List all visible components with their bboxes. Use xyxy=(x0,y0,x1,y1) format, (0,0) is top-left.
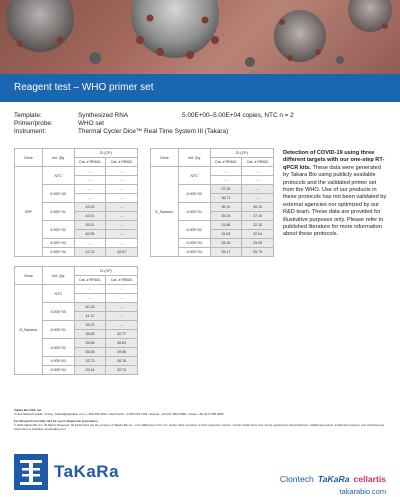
init-qty-header: Init. Qty xyxy=(42,267,74,285)
ct-value-cell: 38.83 xyxy=(106,339,138,348)
footer-contact: United States/Canada: Invoice_Takara@takarabio.com • +800.662.2566 • Asia Pacific: +1.650.919.7300 • Europe: +33.(0)1.3904.6880 • Japan: +81.(0)77.565.6999 xyxy=(14,412,224,416)
ct-value-cell: 39.56 xyxy=(106,348,138,357)
init-qty-cell: 5.00E+02 xyxy=(178,221,210,239)
ct-value-cell: – xyxy=(106,312,138,321)
title-banner xyxy=(0,74,400,102)
ct-value-cell: 40.05 xyxy=(74,230,106,239)
ct-value-cell: 39.23 xyxy=(74,321,106,330)
ct-value-cell: – xyxy=(106,212,138,221)
gene-cell: ORF xyxy=(15,167,43,257)
footer-research-use: For Research Use Only. Not for use in diagnostic procedures. xyxy=(14,419,99,423)
ct-value-cell: – xyxy=(210,167,242,176)
cat2-header: Cat. # RR651 xyxy=(106,276,138,285)
ct-value-cell: – xyxy=(106,221,138,230)
ct-value-cell: – xyxy=(74,294,106,303)
ct-value-cell: – xyxy=(74,239,106,248)
init-qty-header: Init. Qty xyxy=(178,149,210,167)
cat1-header: Cat. # RR601 xyxy=(74,276,106,285)
clontech-brand: Clontech xyxy=(279,474,314,484)
template-extra: 5.00E+00–5.00E+04 copies, NTC n = 2 xyxy=(182,112,294,119)
ct-value-cell: 32.10 xyxy=(242,221,274,230)
ct-header: Ct (CP) xyxy=(74,149,137,158)
ct-value-cell: – xyxy=(106,194,138,203)
ct-value-cell: 28.45 xyxy=(210,239,242,248)
primer-label: Primer/probe: xyxy=(14,120,53,127)
cat1-header: Cat. # RR601 xyxy=(210,158,242,167)
ct-value-cell: 40.25 xyxy=(74,303,106,312)
ct-value-cell: 35.55 xyxy=(74,348,106,357)
table-row xyxy=(151,167,274,176)
init-qty-cell: 5.00E+04 xyxy=(42,248,74,257)
n-sarbeco-table xyxy=(14,266,138,375)
website-link[interactable]: takarabio.com xyxy=(339,487,386,496)
template-row xyxy=(14,112,384,120)
footer-trademark: © 2020 Takara Bio Inc. All Rights Reserved. All trademarks are the property of Takara Bio Inc. or its affiliate(s) in the U.S. and/or other countries or their respective owners. Certain trademarks may not be registered in all jurisdictions. Additional product, intellectual property, and restricted use information is available at takarabio.com. xyxy=(14,423,385,431)
sidebar-body: These data were generated by Takara Bio using publicly available protocols and the validated primer set from the WHO. Use of our products in these protocols has not been validated by external agencies nor optimized by our R&D team. These data are provided for illustrative purposes only. Please refer to published literature for more information about these protocols. xyxy=(283,164,387,238)
init-qty-cell: 5.00E+00 xyxy=(42,185,74,203)
ct-value-cell: – xyxy=(74,167,106,176)
description-sidebar xyxy=(283,150,387,239)
ct-value-cell: – xyxy=(106,167,138,176)
cat1-header: Cat. # RR601 xyxy=(74,158,106,167)
takara-logo xyxy=(14,452,134,492)
init-qty-cell: 5.00E+01 xyxy=(42,321,74,339)
ct-value-cell: – xyxy=(74,185,106,194)
ct-value-cell: 42.51 xyxy=(74,212,106,221)
footer-company: Takara Bio USA, Inc. xyxy=(14,408,43,412)
cat2-header: Cat. # RR651 xyxy=(106,158,138,167)
ct-value-cell: 42.03 xyxy=(74,203,106,212)
ct-value-cell: 32.04 xyxy=(242,230,274,239)
init-qty-cell: 5.00E+00 xyxy=(178,185,210,203)
e-sarbeco-table-body xyxy=(151,167,274,257)
cellartis-brand: cellartis xyxy=(353,474,386,484)
n-sarbeco-table-body xyxy=(15,285,138,375)
init-qty-cell: 5.00E+03 xyxy=(42,357,74,366)
init-qty-cell: 5.00E+01 xyxy=(178,203,210,221)
init-qty-cell: NTC xyxy=(42,167,74,185)
ct-value-cell: 35.34 xyxy=(210,212,242,221)
experiment-details xyxy=(14,112,384,136)
sidebar-heading: Detection of COVID-19 using three different targets with our one-step RT-qPCR kits. xyxy=(283,150,385,171)
gene-header: Gene xyxy=(15,149,43,167)
ct-value-cell: 36.10 xyxy=(242,203,274,212)
hero-image xyxy=(0,0,400,74)
orf-table-body xyxy=(15,167,138,257)
gene-cell: N_Sarbeco xyxy=(15,285,43,375)
e-sarbeco-table xyxy=(150,148,274,257)
ct-value-cell: 36.76 xyxy=(106,357,138,366)
init-qty-cell: NTC xyxy=(178,167,210,185)
ct-value-cell: 25.75 xyxy=(242,248,274,257)
ct-value-cell: 37.10 xyxy=(242,212,274,221)
ct-value-cell: – xyxy=(242,185,274,194)
init-qty-cell: 5.00E+04 xyxy=(42,366,74,375)
brand-list xyxy=(280,474,386,484)
ct-value-cell: 29.44 xyxy=(74,366,106,375)
ct-value-cell: 31.84 xyxy=(210,230,242,239)
takara-brand: TaKaRa xyxy=(317,474,350,484)
ct-value-cell: 41.37 xyxy=(74,312,106,321)
init-qty-cell: 5.00E+03 xyxy=(42,239,74,248)
ct-value-cell: 35.66 xyxy=(74,339,106,348)
ct-value-cell: – xyxy=(242,167,274,176)
instrument-row xyxy=(14,128,384,136)
ct-header: Ct (CP) xyxy=(74,267,137,276)
ct-value-cell: – xyxy=(210,176,242,185)
cat2-header: Cat. # RR651 xyxy=(242,158,274,167)
table-row xyxy=(15,167,138,176)
ct-value-cell: 38.65 xyxy=(74,330,106,339)
footer xyxy=(14,408,386,431)
ct-value-cell: 31.88 xyxy=(210,221,242,230)
ct-value-cell: – xyxy=(106,239,138,248)
ct-value-cell: 32.74 xyxy=(106,366,138,375)
gene-cell: E_Sarbeco xyxy=(151,167,179,257)
primer-value: WHO set xyxy=(78,120,104,127)
ct-value-cell: – xyxy=(106,185,138,194)
ct-value-cell: – xyxy=(106,303,138,312)
init-qty-cell: 5.00E+03 xyxy=(178,239,210,248)
ct-value-cell: 37.26 xyxy=(210,185,242,194)
init-qty-cell: 5.00E+01 xyxy=(42,203,74,221)
ct-value-cell: – xyxy=(106,230,138,239)
ct-value-cell: 36.71 xyxy=(210,194,242,203)
gene-header: Gene xyxy=(151,149,179,167)
ct-value-cell: – xyxy=(74,285,106,294)
ct-value-cell: – xyxy=(242,176,274,185)
ct-value-cell: 42.77 xyxy=(106,330,138,339)
init-qty-cell: 5.00E+02 xyxy=(42,221,74,239)
template-label: Template: xyxy=(14,112,42,119)
ct-value-cell: – xyxy=(106,203,138,212)
instrument-value: Thermal Cycler Dice™ Real Time System III (Takara) xyxy=(78,128,229,135)
init-qty-header: Init. Qty xyxy=(42,149,74,167)
init-qty-cell: 5.00E+02 xyxy=(42,339,74,357)
ct-value-cell: 22.23 xyxy=(74,248,106,257)
ct-value-cell: – xyxy=(106,294,138,303)
takara-wordmark: TaKaRa xyxy=(54,462,120,481)
page-title: Reagent test – WHO primer set xyxy=(14,82,154,93)
ct-value-cell: – xyxy=(74,194,106,203)
ct-value-cell: 36.19 xyxy=(210,203,242,212)
gene-header: Gene xyxy=(15,267,43,285)
primer-row xyxy=(14,120,384,128)
orf-table xyxy=(14,148,138,257)
ct-value-cell: – xyxy=(106,176,138,185)
init-qty-cell: NTC xyxy=(42,285,74,303)
ct-value-cell: – xyxy=(106,285,138,294)
instrument-label: Instrument: xyxy=(14,128,46,135)
ct-header: Ct (CP) xyxy=(210,149,273,158)
ct-value-cell: – xyxy=(106,321,138,330)
ct-value-cell: – xyxy=(242,194,274,203)
init-qty-cell: 5.00E+00 xyxy=(42,303,74,321)
ct-value-cell: 32.73 xyxy=(74,357,106,366)
ct-value-cell: 25.17 xyxy=(210,248,242,257)
table-row xyxy=(15,285,138,294)
virus-illustration xyxy=(0,0,400,74)
ct-value-cell: 29.05 xyxy=(242,239,274,248)
template-value: Synthesized RNA xyxy=(78,112,129,119)
ct-value-cell: 35.51 xyxy=(74,221,106,230)
ct-value-cell: – xyxy=(74,176,106,185)
init-qty-cell: 5.00E+04 xyxy=(178,248,210,257)
ct-value-cell: 42.97 xyxy=(106,248,138,257)
